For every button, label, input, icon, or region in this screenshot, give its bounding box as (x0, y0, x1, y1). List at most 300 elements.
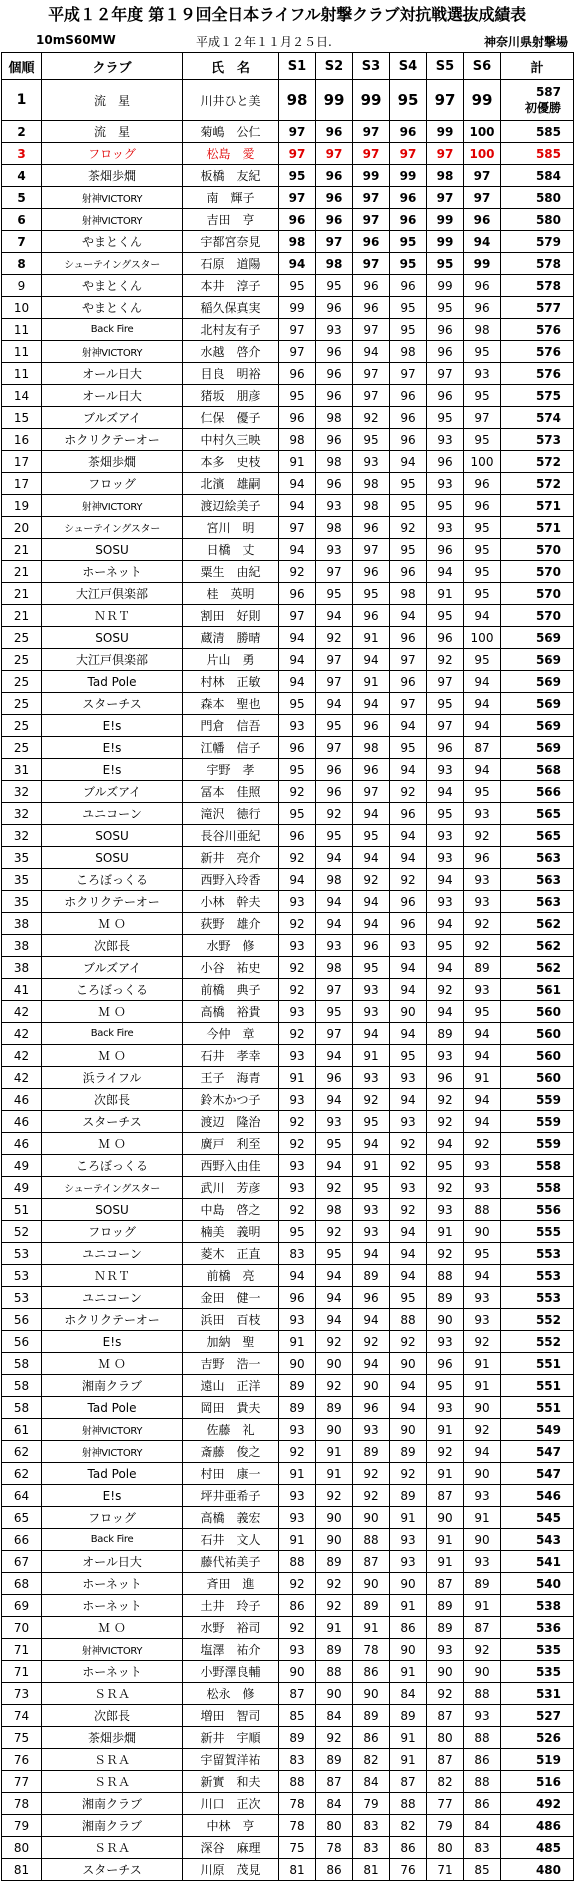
total-cell (501, 1595, 574, 1617)
club-cell: ころぼっくる (42, 1155, 183, 1177)
total-value: 480 (535, 1862, 561, 1877)
score-s5-cell: 95 (427, 803, 464, 825)
score-s5-cell: 95 (427, 1375, 464, 1397)
club-cell: やまとくん (42, 231, 183, 253)
score-s4-cell: 96 (390, 803, 427, 825)
score-s5-cell: 90 (427, 1507, 464, 1529)
score-s3-cell: 92 (353, 1463, 390, 1485)
score-s1-cell: 93 (279, 1419, 316, 1441)
score-s6-cell: 95 (464, 649, 501, 671)
name-cell: 佐藤 礼 (183, 1419, 279, 1441)
total-value: 535 (535, 1664, 561, 1679)
score-s3-cell: 82 (353, 1749, 390, 1771)
score-s2-cell: 92 (316, 1177, 353, 1199)
score-s5-cell: 93 (427, 473, 464, 495)
score-s6-cell: 95 (464, 1243, 501, 1265)
score-s6-cell: 91 (464, 1375, 501, 1397)
score-s3-cell: 86 (353, 1661, 390, 1683)
score-s2-cell: 88 (316, 1661, 353, 1683)
total-cell (501, 1375, 574, 1397)
score-s6-cell: 97 (464, 407, 501, 429)
score-s2-cell: 94 (316, 1265, 353, 1287)
score-s3-cell: 94 (353, 1309, 390, 1331)
total-cell (501, 847, 574, 869)
score-s1-cell: 93 (279, 1177, 316, 1199)
score-s3-cell: 96 (353, 275, 390, 297)
club-cell: ホクリクテーオー (42, 429, 183, 451)
rank-cell: 53 (2, 1287, 42, 1309)
score-s5-cell: 91 (427, 1551, 464, 1573)
table-row (2, 1463, 574, 1485)
score-s5-cell: 97 (427, 187, 464, 209)
rank-cell: 11 (2, 363, 42, 385)
total-value: 560 (535, 1070, 561, 1085)
total-cell (501, 913, 574, 935)
score-s5-cell: 97 (427, 363, 464, 385)
club-cell: Tad Pole (42, 671, 183, 693)
score-s2-cell: 94 (316, 1309, 353, 1331)
total-value: 585 (535, 124, 561, 139)
score-s2-cell: 92 (316, 1485, 353, 1507)
total-value: 572 (535, 454, 561, 469)
table-row (2, 1595, 574, 1617)
score-s1-cell: 92 (279, 1617, 316, 1639)
score-s2-cell: 95 (316, 825, 353, 847)
total-value: 561 (535, 982, 561, 997)
score-s4-cell: 92 (390, 1463, 427, 1485)
score-s1-cell: 97 (279, 517, 316, 539)
rank-cell: 3 (2, 143, 42, 165)
table-row (2, 803, 574, 825)
total-value: 575 (535, 388, 561, 403)
total-cell (501, 1771, 574, 1793)
club-cell: SOSU (42, 847, 183, 869)
score-s3-cell: 89 (353, 1595, 390, 1617)
name-cell: 前橋 典子 (183, 979, 279, 1001)
table-row (2, 1331, 574, 1353)
score-s6-cell: 100 (464, 627, 501, 649)
score-s4-cell: 90 (390, 1353, 427, 1375)
table-row (2, 649, 574, 671)
total-value: 570 (535, 586, 561, 601)
rank-cell: 71 (2, 1639, 42, 1661)
score-s4-cell: 96 (390, 121, 427, 143)
score-s6-cell: 94 (464, 1111, 501, 1133)
total-value: 527 (535, 1708, 561, 1723)
event-date: 平成１２年１１月２５日. (196, 35, 332, 49)
club-cell: 射神VICTORY (42, 187, 183, 209)
score-s5-cell: 98 (427, 165, 464, 187)
score-s6-cell: 94 (464, 693, 501, 715)
club-cell: スターチス (42, 1859, 183, 1881)
table-row (2, 1529, 574, 1551)
score-s6-cell: 92 (464, 1331, 501, 1353)
score-s4-cell: 94 (390, 715, 427, 737)
score-s1-cell: 98 (279, 80, 316, 121)
score-s6-cell: 93 (464, 1287, 501, 1309)
table-row (2, 693, 574, 715)
table-row (2, 165, 574, 187)
score-s2-cell: 89 (316, 1749, 353, 1771)
rank-cell: 41 (2, 979, 42, 1001)
score-s2-cell: 93 (316, 539, 353, 561)
table-row (2, 1111, 574, 1133)
score-s6-cell: 95 (464, 429, 501, 451)
score-s6-cell: 92 (464, 1639, 501, 1661)
club-cell: E!s (42, 715, 183, 737)
score-s6-cell: 93 (464, 803, 501, 825)
score-s1-cell: 93 (279, 1045, 316, 1067)
table-row (2, 561, 574, 583)
club-cell: オール日大 (42, 385, 183, 407)
table-row (2, 1397, 574, 1419)
total-cell (501, 649, 574, 671)
header-s2: S2 (316, 53, 353, 80)
club-cell: SOSU (42, 627, 183, 649)
score-s4-cell: 93 (390, 1067, 427, 1089)
total-cell (501, 1353, 574, 1375)
score-s4-cell: 92 (390, 869, 427, 891)
table-row (2, 1045, 574, 1067)
total-value: 547 (535, 1444, 561, 1459)
total-value: 565 (535, 806, 561, 821)
score-s3-cell: 87 (353, 1551, 390, 1573)
score-s4-cell: 86 (390, 1617, 427, 1639)
total-value: 576 (535, 366, 561, 381)
score-s3-cell: 96 (353, 297, 390, 319)
score-s6-cell: 90 (464, 1529, 501, 1551)
total-value: 569 (535, 718, 561, 733)
total-cell (501, 979, 574, 1001)
score-s1-cell: 97 (279, 187, 316, 209)
total-value: 577 (535, 300, 561, 315)
score-s5-cell: 92 (427, 1441, 464, 1463)
total-cell (501, 1067, 574, 1089)
score-s5-cell: 94 (427, 1001, 464, 1023)
score-s1-cell: 96 (279, 1287, 316, 1309)
score-s1-cell: 78 (279, 1815, 316, 1837)
score-s4-cell: 92 (390, 1199, 427, 1221)
score-s5-cell: 79 (427, 1815, 464, 1837)
score-s3-cell: 96 (353, 715, 390, 737)
total-value: 574 (535, 410, 561, 425)
score-s2-cell: 90 (316, 1683, 353, 1705)
score-s6-cell: 96 (464, 209, 501, 231)
score-s5-cell: 93 (427, 891, 464, 913)
score-s5-cell: 99 (427, 275, 464, 297)
score-s1-cell: 83 (279, 1243, 316, 1265)
rank-cell: 53 (2, 1265, 42, 1287)
score-s3-cell: 81 (353, 1859, 390, 1881)
score-s4-cell: 96 (390, 891, 427, 913)
score-s4-cell: 93 (390, 935, 427, 957)
table-row (2, 979, 574, 1001)
score-s1-cell: 93 (279, 1089, 316, 1111)
total-cell (501, 1793, 574, 1815)
table-row (2, 825, 574, 847)
rank-cell: 25 (2, 715, 42, 737)
total-value: 552 (535, 1312, 561, 1327)
rank-cell: 67 (2, 1551, 42, 1573)
total-cell (501, 583, 574, 605)
score-s1-cell: 96 (279, 583, 316, 605)
total-value: 559 (535, 1136, 561, 1151)
rank-cell: 80 (2, 1837, 42, 1859)
score-s5-cell: 93 (427, 1199, 464, 1221)
total-cell (501, 385, 574, 407)
score-s1-cell: 95 (279, 1221, 316, 1243)
score-s5-cell: 97 (427, 671, 464, 693)
score-s4-cell: 89 (390, 1441, 427, 1463)
score-s6-cell: 100 (464, 143, 501, 165)
table-row (2, 1419, 574, 1441)
score-s2-cell: 96 (316, 297, 353, 319)
table-row (2, 1309, 574, 1331)
score-s4-cell: 95 (390, 297, 427, 319)
name-cell: 宮川 明 (183, 517, 279, 539)
total-value: 585 (535, 146, 561, 161)
club-cell: ホクリクテーオー (42, 1309, 183, 1331)
club-cell: 茶畑歩燗 (42, 165, 183, 187)
score-s6-cell: 99 (464, 253, 501, 275)
total-cell (501, 80, 574, 121)
club-cell: フロッグ (42, 143, 183, 165)
score-s5-cell: 93 (427, 517, 464, 539)
score-s5-cell: 96 (427, 451, 464, 473)
score-s4-cell: 90 (390, 1639, 427, 1661)
score-s5-cell: 93 (427, 1639, 464, 1661)
table-row (2, 231, 574, 253)
rank-cell: 81 (2, 1859, 42, 1881)
score-s5-cell: 94 (427, 913, 464, 935)
total-cell (501, 539, 574, 561)
rank-cell: 49 (2, 1177, 42, 1199)
score-s3-cell: 89 (353, 1265, 390, 1287)
score-s3-cell: 98 (353, 737, 390, 759)
score-s6-cell: 93 (464, 363, 501, 385)
table-row (2, 913, 574, 935)
score-s2-cell: 96 (316, 121, 353, 143)
score-s3-cell: 83 (353, 1837, 390, 1859)
score-s2-cell: 96 (316, 363, 353, 385)
club-cell: Ｍ Ｏ (42, 1353, 183, 1375)
total-value: 569 (535, 652, 561, 667)
venue-name: 神奈川県射撃場 (483, 35, 568, 49)
score-s5-cell: 92 (427, 1683, 464, 1705)
score-s4-cell: 94 (390, 605, 427, 627)
score-s2-cell: 96 (316, 781, 353, 803)
score-s4-cell: 93 (390, 1551, 427, 1573)
club-cell: 流 星 (42, 80, 183, 121)
club-cell: ホクリクテーオー (42, 891, 183, 913)
table-row (2, 253, 574, 275)
winner-note: 初優勝 (524, 101, 561, 115)
score-s2-cell: 98 (316, 407, 353, 429)
score-s6-cell: 96 (464, 847, 501, 869)
score-s5-cell: 99 (427, 121, 464, 143)
club-cell: 流 星 (42, 121, 183, 143)
score-s4-cell: 97 (390, 363, 427, 385)
score-s5-cell: 92 (427, 1243, 464, 1265)
score-s2-cell: 99 (316, 80, 353, 121)
name-cell: 石原 道陽 (183, 253, 279, 275)
score-s6-cell: 86 (464, 1793, 501, 1815)
club-cell: 次郎長 (42, 935, 183, 957)
name-cell: 鈴木かつ子 (183, 1089, 279, 1111)
score-s1-cell: 91 (279, 451, 316, 473)
name-cell: 小野澤良輔 (183, 1661, 279, 1683)
name-cell: 加納 聖 (183, 1331, 279, 1353)
club-cell: ブルズアイ (42, 781, 183, 803)
score-s3-cell: 96 (353, 517, 390, 539)
club-cell: シューテイングスター (42, 517, 183, 539)
score-s3-cell: 86 (353, 1727, 390, 1749)
rank-cell: 49 (2, 1155, 42, 1177)
table-row (2, 319, 574, 341)
header-rank: 個順 (2, 53, 42, 80)
score-s6-cell: 94 (464, 671, 501, 693)
rank-cell: 42 (2, 1067, 42, 1089)
total-value: 560 (535, 1026, 561, 1041)
score-s3-cell: 89 (353, 1705, 390, 1727)
score-s5-cell: 97 (427, 80, 464, 121)
table-row (2, 671, 574, 693)
score-s2-cell: 98 (316, 451, 353, 473)
club-cell: 射神VICTORY (42, 1639, 183, 1661)
score-s2-cell: 98 (316, 957, 353, 979)
score-s1-cell: 94 (279, 473, 316, 495)
rank-cell: 42 (2, 1045, 42, 1067)
table-row (2, 1353, 574, 1375)
rank-cell: 69 (2, 1595, 42, 1617)
total-value: 584 (535, 168, 561, 183)
score-s5-cell: 88 (427, 1265, 464, 1287)
club-cell: ころぼっくる (42, 869, 183, 891)
score-s4-cell: 96 (390, 275, 427, 297)
score-s1-cell: 89 (279, 1375, 316, 1397)
score-s5-cell: 97 (427, 715, 464, 737)
club-cell: Ｍ Ｏ (42, 1617, 183, 1639)
score-s5-cell: 91 (427, 1419, 464, 1441)
score-s4-cell: 91 (390, 1661, 427, 1683)
total-value: 576 (535, 344, 561, 359)
score-s5-cell: 95 (427, 407, 464, 429)
total-cell (501, 1683, 574, 1705)
sheet-subheader (0, 30, 574, 52)
score-s5-cell: 80 (427, 1837, 464, 1859)
name-cell: 斎藤 俊之 (183, 1441, 279, 1463)
name-cell: 北村友有子 (183, 319, 279, 341)
name-cell: 冨本 佳照 (183, 781, 279, 803)
total-value: 545 (535, 1510, 561, 1525)
score-s5-cell: 89 (427, 1595, 464, 1617)
score-s3-cell: 96 (353, 231, 390, 253)
rank-cell: 38 (2, 935, 42, 957)
score-s3-cell: 97 (353, 781, 390, 803)
score-s6-cell: 94 (464, 231, 501, 253)
total-cell (501, 1155, 574, 1177)
rank-cell: 38 (2, 957, 42, 979)
score-s4-cell: 91 (390, 1727, 427, 1749)
score-s2-cell: 93 (316, 1111, 353, 1133)
table-row (2, 209, 574, 231)
score-s1-cell: 90 (279, 1661, 316, 1683)
name-cell: 斉田 進 (183, 1573, 279, 1595)
score-s1-cell: 93 (279, 1507, 316, 1529)
score-s1-cell: 94 (279, 649, 316, 671)
score-s4-cell: 95 (390, 231, 427, 253)
score-s6-cell: 95 (464, 781, 501, 803)
total-cell (501, 1331, 574, 1353)
score-s3-cell: 78 (353, 1639, 390, 1661)
header-s1: S1 (279, 53, 316, 80)
club-cell: ＳＲＡ (42, 1749, 183, 1771)
score-s2-cell: 95 (316, 1001, 353, 1023)
score-s6-cell: 86 (464, 1749, 501, 1771)
total-cell (501, 737, 574, 759)
score-s2-cell: 97 (316, 671, 353, 693)
club-cell: Tad Pole (42, 1463, 183, 1485)
total-value: 562 (535, 916, 561, 931)
score-s3-cell: 96 (353, 605, 390, 627)
score-s6-cell: 83 (464, 1837, 501, 1859)
name-cell: 中島 啓之 (183, 1199, 279, 1221)
table-row (2, 1551, 574, 1573)
score-s1-cell: 99 (279, 297, 316, 319)
name-cell: 西野入玲香 (183, 869, 279, 891)
score-s1-cell: 91 (279, 1067, 316, 1089)
total-value: 556 (535, 1202, 561, 1217)
score-s6-cell: 93 (464, 1485, 501, 1507)
score-s4-cell: 93 (390, 1111, 427, 1133)
club-cell: ユニコーン (42, 1287, 183, 1309)
score-s5-cell: 90 (427, 1309, 464, 1331)
score-s3-cell: 96 (353, 759, 390, 781)
total-value: 553 (535, 1290, 561, 1305)
score-s4-cell: 95 (390, 539, 427, 561)
score-s3-cell: 90 (353, 1573, 390, 1595)
score-s1-cell: 94 (279, 253, 316, 275)
score-s4-cell: 95 (390, 737, 427, 759)
rank-cell: 25 (2, 671, 42, 693)
table-row (2, 143, 574, 165)
club-cell: 湘南クラブ (42, 1815, 183, 1837)
total-value: 485 (535, 1840, 561, 1855)
score-s3-cell: 98 (353, 495, 390, 517)
score-s3-cell: 90 (353, 1683, 390, 1705)
name-cell: 松永 修 (183, 1683, 279, 1705)
score-s3-cell: 94 (353, 847, 390, 869)
score-s3-cell: 93 (353, 1199, 390, 1221)
rank-cell: 1 (2, 80, 42, 121)
score-s5-cell: 92 (427, 1089, 464, 1111)
score-s4-cell: 96 (390, 913, 427, 935)
club-cell: Ｍ Ｏ (42, 913, 183, 935)
score-s2-cell: 96 (316, 1067, 353, 1089)
club-cell: ユニコーン (42, 1243, 183, 1265)
rank-cell: 56 (2, 1331, 42, 1353)
total-value: 569 (535, 630, 561, 645)
rank-cell: 19 (2, 495, 42, 517)
total-value: 568 (535, 762, 561, 777)
score-s3-cell: 95 (353, 1111, 390, 1133)
score-s1-cell: 97 (279, 605, 316, 627)
score-s1-cell: 89 (279, 1397, 316, 1419)
table-row (2, 1155, 574, 1177)
club-cell: スターチス (42, 1111, 183, 1133)
rank-cell: 16 (2, 429, 42, 451)
score-s2-cell: 78 (316, 1837, 353, 1859)
